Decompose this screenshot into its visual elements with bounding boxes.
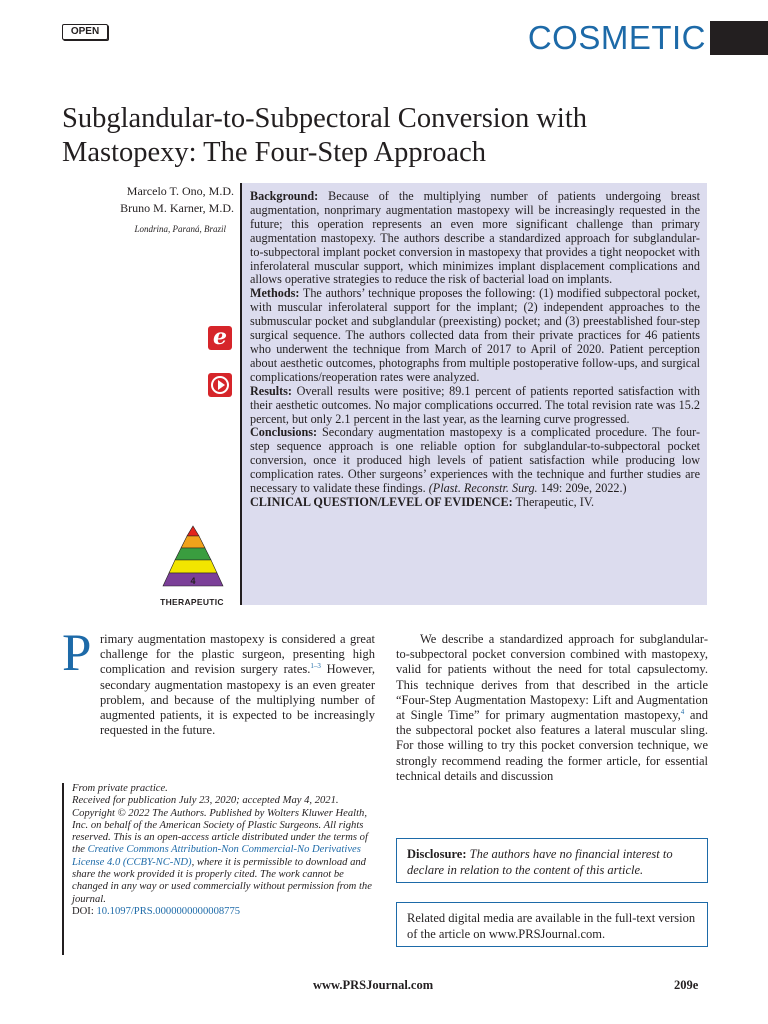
author-name: Bruno M. Karner, M.D. — [120, 201, 234, 215]
copyright-note: Copyright © 2022 The Authors. Published by Wolters Kluwer Health, Inc. on behalf of the American Society of Plastic Surgeons. All rights reserved. This is an open-access article distributed under the terms of the Creative Commons Attribution-Non Commercial-No Derivatives License 4.0 (CCBY-NC-ND), where it is permissible to download and share the work provided it is properly cited. The work cannot be changed in any way or used commercially without permission from the journal. — [72, 807, 372, 905]
license-link[interactable]: Creative Commons Attribution-Non Commercial-No Derivatives License 4.0 (CCBY-NC-ND) — [72, 844, 361, 868]
article-title: Subglandular-to-Subpectoral Conversion with Mastopexy: The Four-Step Approach — [62, 103, 588, 168]
doi-link[interactable]: 10.1097/PRS.0000000000008775 — [96, 905, 241, 917]
abstract-background: Background: Because of the multiplying number of patients undergoing breast augmentation, nonprimary augmentation mastopexy will be increasingly requested in the future; this operation represents an even more significant challenge than primary augmentation mastopexy. The authors describe a standardized approach for subglandular-to-subpectoral implant pocket conversion in mastopexy that provides a tight neopocket with inferolateral muscular support, which minimizes implant displacement complications and allows operative strategies to reduce the risk of bacterial load on implants. — [250, 189, 701, 287]
open-access-badge: OPEN — [62, 24, 108, 40]
e-supplement-icon[interactable]: e — [208, 326, 232, 350]
clinical-question: CLINICAL QUESTION/LEVEL OF EVIDENCE: Therapeutic, IV. — [250, 494, 595, 509]
doi-line: DOI: 10.1097/PRS.0000000000008775 — [72, 905, 241, 917]
front-matter-notes — [62, 783, 378, 955]
evidence-level-number: 4 — [190, 576, 196, 586]
received-note: Received for publication July 23, 2020; accepted May 4, 2021. — [72, 795, 339, 807]
abstract-methods: Methods: The authors’ technique proposes the following: (1) modified subpectoral pocket, with muscular inferolateral support for the implant; (2) independent approaches to the submuscular pocket and subglandular (preexisting) pocket; and (3) preestablished four-step surgical sequence. The authors collected data from their private practices for 46 patients who underwent the technique from March of 2017 to April of 2020. Patient perception about aesthetic outcomes, photographs from multiple postoperative follow-ups, and surgical complications/reoperation rates were analyzed. — [250, 286, 700, 384]
section-bar — [710, 21, 768, 55]
citation: (Plast. Reconstr. Surg. — [428, 481, 538, 496]
disclosure-box: Disclosure: The authors have no financial interest to declare in relation to the content of this article. — [396, 838, 708, 883]
section-label: COSMETIC — [527, 19, 706, 56]
evidence-caption: THERAPEUTIC — [160, 597, 224, 607]
footer-journal-url[interactable]: www.PRSJournal.com — [313, 978, 434, 992]
digital-media-note: Related digital media are available in the full-text version of the article on www.PRSJournal.com. — [396, 902, 708, 947]
author-affiliation: Londrina, Paraná, Brazil — [134, 224, 226, 234]
author-name: Marcelo T. Ono, M.D. — [126, 184, 234, 198]
practice-note: From private practice. — [72, 783, 168, 794]
abstract-results: Results: Overall results were positive; 89.1 percent of patients reported satisfaction with their aesthetic outcomes. No major complications occurred. The total revision rate was 15.2 percent, but only 2.1 percent in the last year, as the learning curve progressed. — [250, 383, 701, 426]
body-paragraph: We describe a standardized approach for subglandular-to-subpectoral pocket conversion combined with mastopexy, valid for patients without the need for total capsulectomy. This technique derives from that described in the article “Four-Step Augmentation Mastopexy: Lift and Augmentation at Single Time” for primary augmentation mastopexy,$^4$ and the subpectoral pocket also features a lateral muscular sling. For those willing to try this pocket conversion technique, we strongly recommend reading the former article, for essential technical details and discussion — [396, 632, 708, 783]
abstract-conclusions: Conclusions: Secondary augmentation mastopexy is a complicated procedure. The four-step sequence approach is one reliable option for subglandular-to-subpectoral pocket conversion, once it produced high levels of patient satisfaction while producing low complication rates. Other surgeons’ experiences with the technique and further studies are necessary to validate these findings. (Plast. Reconstr. Surg. 149: 209e, 2022.) — [250, 425, 700, 496]
intro-text: rimary augmentation mastopexy is considered a great challenge for the plastic surgeon, presenting high complication and revision surgery rates.$^{1-3}$ However, secondary augmentation mastopexy is an even greater problem, and because of the multiplying number of augmented patients, it is expected to be increasingly requested in the future. — [100, 632, 376, 738]
abstract — [250, 190, 700, 510]
video-play-icon[interactable] — [208, 373, 232, 397]
drop-cap: P — [62, 624, 92, 682]
page-number: 209e — [674, 978, 699, 992]
reference-link[interactable]: 4 — [680, 707, 685, 716]
evidence-pyramid-icon — [152, 522, 234, 608]
reference-link[interactable]: 1–3 — [310, 662, 321, 671]
intro-paragraph — [62, 624, 376, 738]
author-list — [78, 183, 234, 217]
